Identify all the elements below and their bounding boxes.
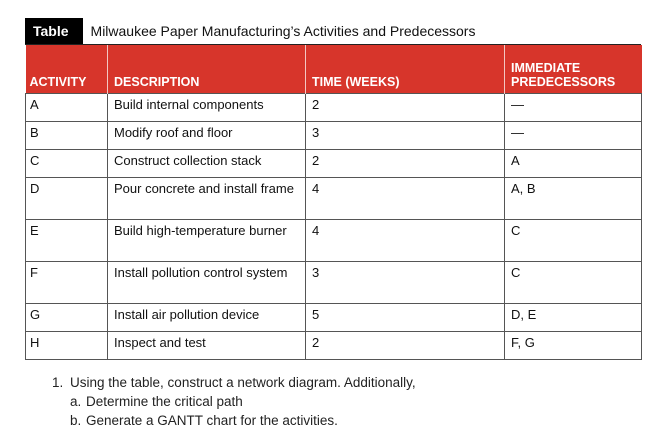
question-1b-text: Generate a GANTT chart for the activities.: [86, 413, 338, 428]
question-1-number: 1.: [52, 375, 64, 390]
cell-predecessors: D, E: [505, 304, 642, 332]
question-1a-letter: a.: [70, 394, 82, 409]
table-row: [26, 122, 642, 150]
cell-description: Construct collection stack: [108, 150, 306, 178]
table-caption: [25, 18, 641, 45]
cell-description: Install pollution control system: [108, 262, 306, 304]
question-1a-text: Determine the critical path: [86, 394, 243, 409]
question-1b-letter: b.: [70, 413, 82, 428]
cell-description: Build internal components: [108, 94, 306, 122]
table-row: [26, 150, 642, 178]
cell-activity: G: [26, 304, 108, 332]
cell-time: 4: [306, 220, 505, 262]
cell-time: 3: [306, 122, 505, 150]
header-predecessors: IMMEDIATE PREDECESSORS: [505, 45, 642, 94]
cell-time: 2: [306, 332, 505, 360]
cell-activity: E: [26, 220, 108, 262]
cell-predecessors: —: [505, 94, 642, 122]
table-row: [26, 332, 642, 360]
header-activity: ACTIVITY: [26, 45, 108, 94]
table-row: [26, 262, 642, 304]
cell-predecessors: F, G: [505, 332, 642, 360]
table-title: Milwaukee Paper Manufacturing’s Activities and Predecessors: [90, 23, 476, 39]
cell-time: 3: [306, 262, 505, 304]
cell-description: Pour concrete and install frame: [108, 178, 306, 220]
cell-time: 4: [306, 178, 505, 220]
table-row: [26, 94, 642, 122]
cell-description: Modify roof and floor: [108, 122, 306, 150]
cell-activity: D: [26, 178, 108, 220]
cell-activity: B: [26, 122, 108, 150]
cell-description: Install air pollution device: [108, 304, 306, 332]
cell-time: 2: [306, 150, 505, 178]
header-description: DESCRIPTION: [108, 45, 306, 94]
cell-description: Inspect and test: [108, 332, 306, 360]
table-row: [26, 304, 642, 332]
questions-list: [52, 373, 416, 430]
activities-table: [25, 45, 642, 360]
cell-activity: H: [26, 332, 108, 360]
cell-predecessors: C: [505, 262, 642, 304]
cell-description: Build high-temperature burner: [108, 220, 306, 262]
question-1a: [70, 392, 416, 411]
cell-predecessors: —: [505, 122, 642, 150]
cell-activity: C: [26, 150, 108, 178]
cell-predecessors: C: [505, 220, 642, 262]
activities-table-container: [25, 18, 641, 360]
cell-predecessors: A, B: [505, 178, 642, 220]
cell-predecessors: A: [505, 150, 642, 178]
cell-activity: F: [26, 262, 108, 304]
table-row: [26, 220, 642, 262]
question-1b: [70, 411, 416, 430]
question-1-text: Using the table, construct a network diagram. Additionally,: [70, 375, 416, 390]
table-tag: Table: [25, 18, 83, 44]
cell-time: 5: [306, 304, 505, 332]
cell-activity: A: [26, 94, 108, 122]
cell-time: 2: [306, 94, 505, 122]
header-time: TIME (WEEKS): [306, 45, 505, 94]
question-1: [52, 373, 416, 392]
table-row: [26, 178, 642, 220]
header-row: [26, 45, 642, 94]
